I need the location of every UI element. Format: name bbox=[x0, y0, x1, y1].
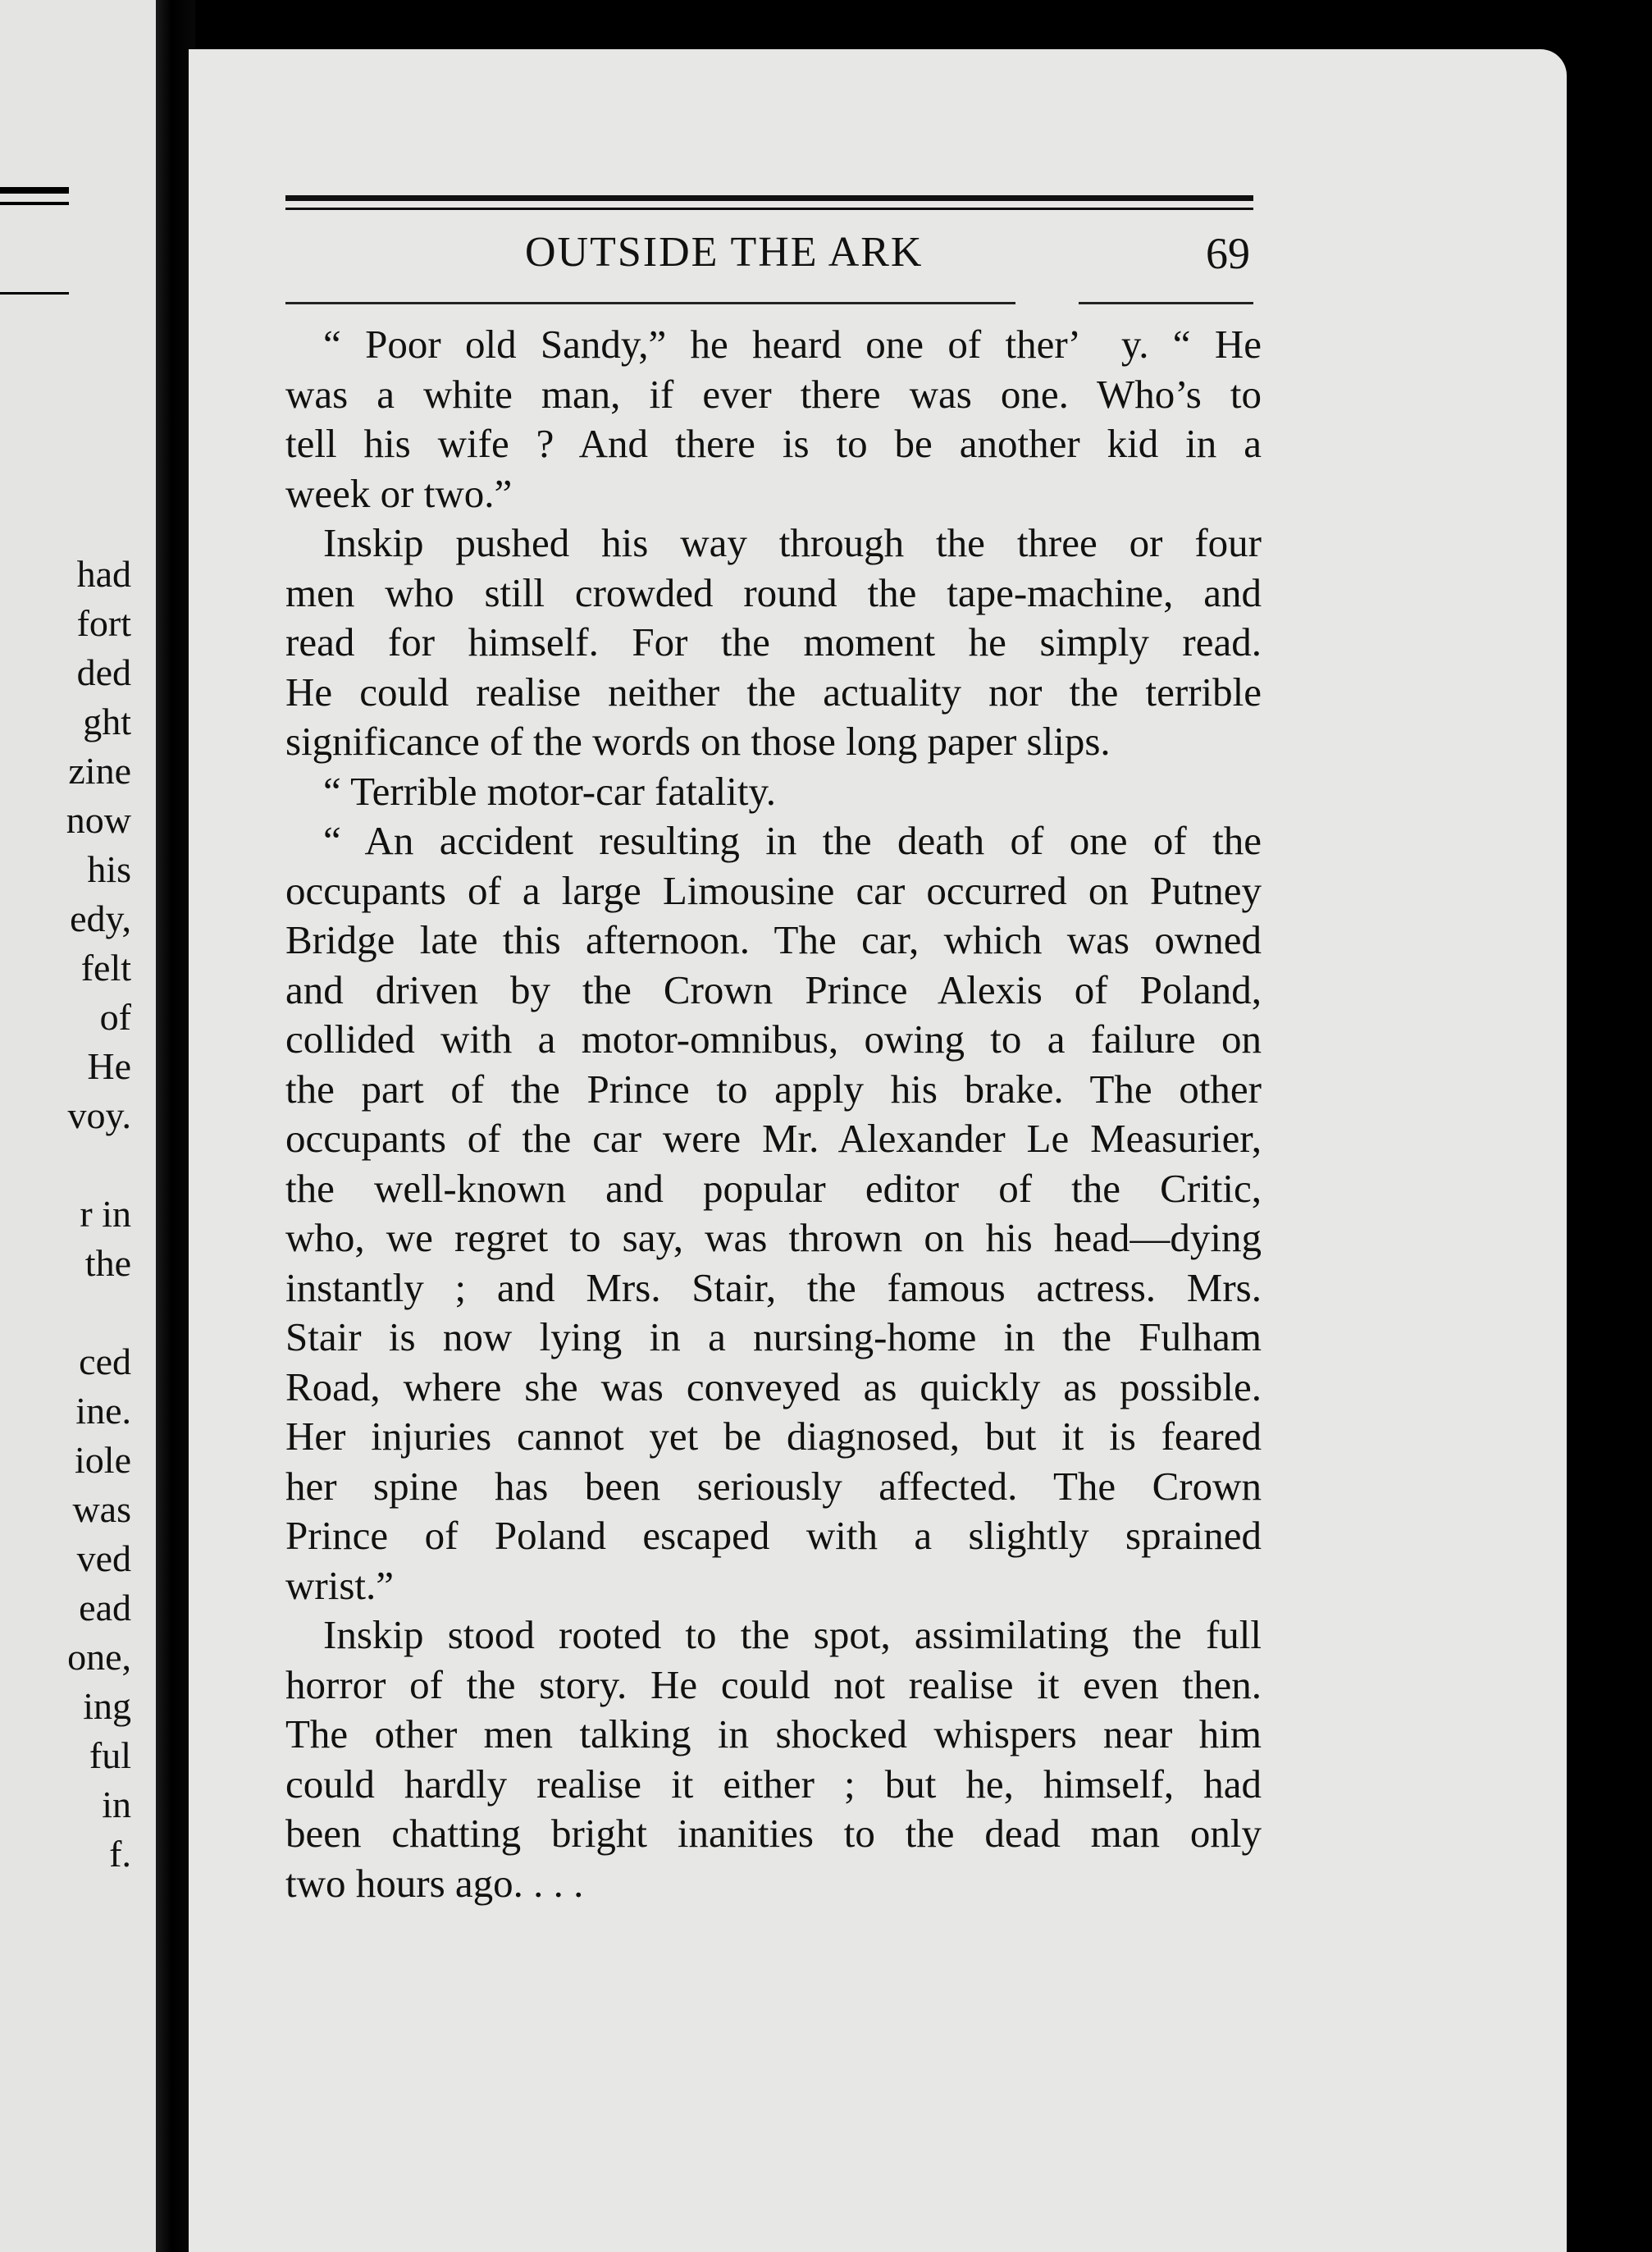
page-edge-shadow bbox=[1567, 49, 1652, 2252]
text-line: Inskip stood rooted to the spot, assimilating the full bbox=[323, 1612, 1262, 1657]
text-line: collided with a motor-omnibus, owing to a failure on bbox=[285, 1016, 1262, 1062]
header-rule-thin bbox=[285, 208, 1253, 210]
text-line: Prince of Poland escaped with a slightly sprained bbox=[285, 1513, 1262, 1558]
previous-page-line-end: had bbox=[76, 553, 131, 595]
previous-page-line-end: ved bbox=[76, 1537, 131, 1579]
previous-page-line-end: the bbox=[84, 1242, 131, 1284]
previous-page-line-end: r in bbox=[80, 1193, 131, 1235]
running-head-title: OUTSIDE THE ARK bbox=[525, 229, 924, 276]
previous-page-line-end: ced bbox=[79, 1341, 131, 1382]
previous-page-line-end: voy. bbox=[67, 1094, 131, 1136]
previous-page-line-end: fort bbox=[76, 602, 131, 644]
text-line: The other men talking in shocked whispers near him bbox=[285, 1711, 1262, 1756]
text-line: Inskip pushed his way through the three or four bbox=[323, 520, 1262, 565]
text-line: He could realise neither the actuality nor the terrible bbox=[285, 669, 1262, 715]
previous-page-line-end: his bbox=[87, 848, 131, 890]
previous-page-line-end: ded bbox=[76, 651, 131, 693]
text-line: Road, where she was conveyed as quickly as possible. bbox=[285, 1364, 1262, 1409]
text-line: significance of the words on those long paper slips. bbox=[285, 719, 1111, 764]
header-rule-thick bbox=[285, 195, 1253, 201]
previous-page-line-end: edy, bbox=[70, 898, 131, 939]
text-line: been chatting bright inanities to the dead man only bbox=[285, 1811, 1262, 1856]
header-under-rule-right bbox=[1079, 302, 1253, 304]
previous-page-line-end: He bbox=[87, 1045, 131, 1087]
text-line: two hours ago. . . . bbox=[285, 1860, 584, 1906]
previous-page-line-end: ing bbox=[83, 1685, 131, 1727]
previous-page-line-end: was bbox=[72, 1488, 131, 1530]
book-page bbox=[189, 49, 1567, 2252]
previous-page-line-end: one, bbox=[67, 1636, 131, 1678]
text-line: read for himself. For the moment he simply read. bbox=[285, 619, 1262, 665]
text-line: the part of the Prince to apply his brake. The other bbox=[285, 1066, 1262, 1112]
text-line: was a white man, if ever there was one. Who’s to bbox=[285, 371, 1262, 417]
text-line: could hardly realise it either ; but he, himself, had bbox=[285, 1761, 1262, 1807]
text-line: week or two.” bbox=[285, 470, 513, 516]
previous-page-line-end: felt bbox=[80, 947, 131, 989]
text-line: horror of the story. He could not realise it even then. bbox=[285, 1661, 1262, 1707]
text-line: and driven by the Crown Prince Alexis of Poland, bbox=[285, 966, 1262, 1012]
text-line: who, we regret to say, was thrown on his head—dying bbox=[285, 1215, 1262, 1260]
previous-page-line-end: ght bbox=[83, 701, 131, 742]
previous-page-line-end: ful bbox=[89, 1734, 131, 1776]
text-line: wrist.” bbox=[285, 1562, 394, 1608]
text-line: occupants of a large Limousine car occurred on Putney bbox=[285, 867, 1262, 913]
previous-page-header-rule-thin bbox=[0, 202, 69, 205]
text-line: the well-known and popular editor of the Critic, bbox=[285, 1165, 1262, 1211]
previous-page-line-end: ead bbox=[79, 1587, 131, 1628]
text-line: her spine has been seriously affected. The Crown bbox=[285, 1463, 1262, 1509]
previous-page-line-end: now bbox=[66, 799, 131, 841]
text-line: tell his wife ? And there is to be another kid in a bbox=[285, 421, 1262, 466]
header-under-rule-left bbox=[285, 302, 1015, 304]
previous-page-line-end: in bbox=[102, 1784, 131, 1825]
text-line: Stair is now lying in a nursing-home in the Fulham bbox=[285, 1314, 1262, 1359]
text-line: “ Poor old Sandy,” he heard one of therʼ y. “ He bbox=[323, 322, 1262, 367]
previous-page-line-end: iole bbox=[75, 1439, 131, 1481]
text-line: Bridge late this afternoon. The car, which was owned bbox=[285, 917, 1262, 962]
text-line: men who still crowded round the tape-machine, and bbox=[285, 569, 1262, 615]
previous-page-under-rule bbox=[0, 292, 69, 295]
text-line: “ Terrible motor-car fatality. bbox=[323, 768, 777, 814]
previous-page-line-end: f. bbox=[109, 1833, 131, 1875]
text-line: occupants of the car were Mr. Alexander Le Measurier, bbox=[285, 1116, 1262, 1161]
previous-page-fragment bbox=[0, 0, 164, 2252]
previous-page-line-end: of bbox=[99, 996, 131, 1038]
text-line: Her injuries cannot yet be diagnosed, but it is feared bbox=[285, 1414, 1262, 1459]
text-line: instantly ; and Mrs. Stair, the famous actress. Mrs. bbox=[285, 1264, 1262, 1310]
previous-page-line-end: ine. bbox=[75, 1390, 131, 1432]
page-body-text bbox=[285, 320, 1262, 1908]
page-number: 69 bbox=[1206, 229, 1250, 278]
text-line: “ An accident resulting in the death of one of the bbox=[323, 818, 1262, 863]
previous-page-header-rule bbox=[0, 187, 69, 194]
previous-page-line-end: zine bbox=[68, 750, 131, 792]
